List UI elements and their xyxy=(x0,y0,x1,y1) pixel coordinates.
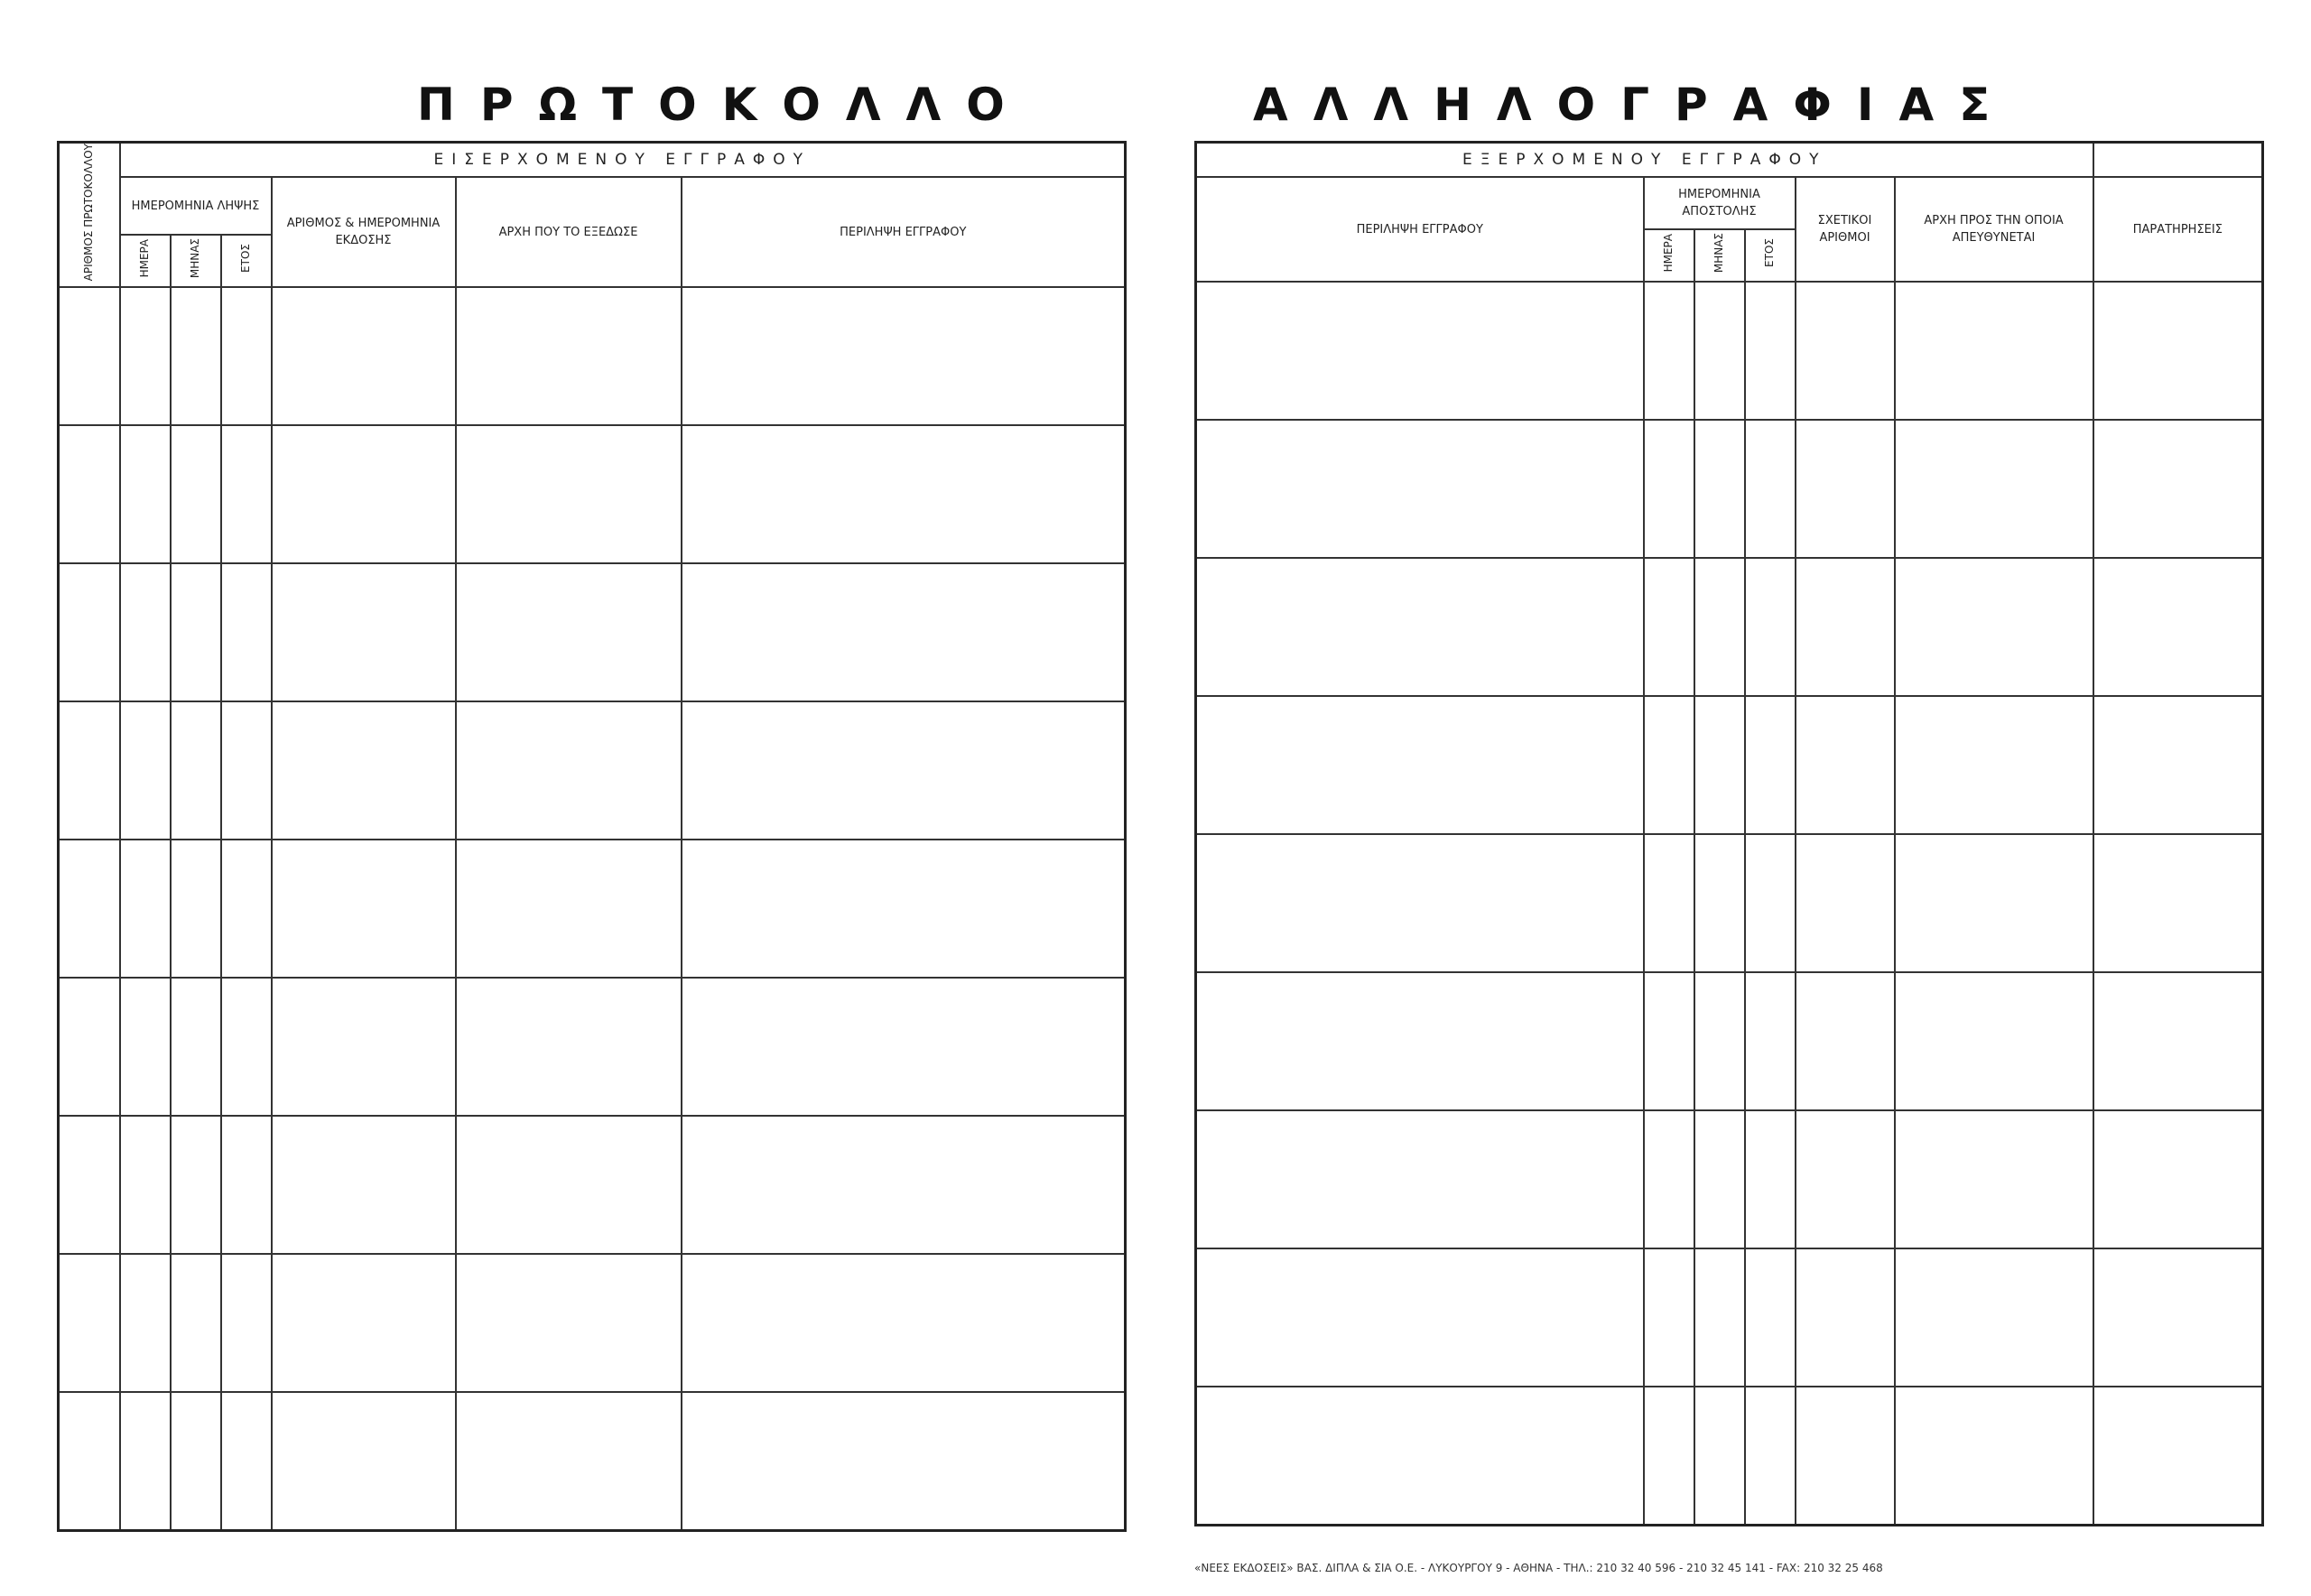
incoming-summary-header xyxy=(682,177,1126,287)
incoming-entry-cell xyxy=(59,701,120,840)
incoming-entry-cell xyxy=(456,1254,682,1392)
number-issue-date-label: ΑΡΙΘΜΟΣ & ΗΜΕΡΟΜΗΝΙΑ ΕΚΔΟΣΗΣ xyxy=(286,217,441,248)
incoming-entry-cell xyxy=(171,978,221,1116)
outgoing-entry-cell xyxy=(1196,420,1644,558)
outgoing-entry-cell xyxy=(1745,1110,1796,1248)
outgoing-group-header: ΕΞΕΡΧΟΜΕΝΟΥ ΕΓΓΡΑΦΟΥ xyxy=(1196,143,2093,178)
incoming-entry-row xyxy=(59,840,1126,978)
out-day-header xyxy=(1644,229,1694,282)
day-header xyxy=(120,235,171,287)
send-date-label: ΗΜΕΡΟΜΗΝΙΑ ΑΠΟΣΤΟΛΗΣ xyxy=(1678,188,1760,218)
incoming-entry-cell xyxy=(59,287,120,425)
out-day-label: ΗΜΕΡΑ xyxy=(1662,233,1675,273)
incoming-entry-cell xyxy=(59,1392,120,1530)
out-month-label: ΜΗΝΑΣ xyxy=(1712,232,1725,274)
incoming-ledger-table xyxy=(57,141,1127,1532)
outgoing-entry-cell xyxy=(1796,558,1895,696)
outgoing-entry-cell xyxy=(1895,696,2093,834)
incoming-entry-cell xyxy=(221,1116,272,1254)
outgoing-entry-cell xyxy=(1694,420,1745,558)
outgoing-entry-cell xyxy=(1694,1387,1745,1525)
outgoing-entry-cell xyxy=(1694,972,1745,1110)
outgoing-entry-cell xyxy=(2093,972,2263,1110)
recipient-authority-header xyxy=(1895,177,2093,282)
outgoing-entry-cell xyxy=(1694,558,1745,696)
outgoing-entry-cell xyxy=(1895,282,2093,420)
incoming-entry-cell xyxy=(272,1116,456,1254)
outgoing-entry-cell xyxy=(1796,1387,1895,1525)
outgoing-header-row-2 xyxy=(1196,177,2263,229)
incoming-entry-cell xyxy=(171,840,221,978)
outgoing-entry-cell xyxy=(1694,834,1745,972)
incoming-entry-cell xyxy=(682,840,1126,978)
remarks-label: ΠΑΡΑΤΗΡΗΣΕΙΣ xyxy=(2132,222,2223,237)
incoming-entry-cell xyxy=(59,840,120,978)
issuing-authority-header xyxy=(456,177,682,287)
outgoing-entry-row xyxy=(1196,696,2263,834)
related-numbers-label: ΣΧΕΤΙΚΟΙ ΑΡΙΘΜΟΙ xyxy=(1817,214,1872,245)
outgoing-header-row-1 xyxy=(1196,143,2263,178)
incoming-entry-cell xyxy=(59,563,120,701)
month-label: ΜΗΝΑΣ xyxy=(189,238,201,279)
incoming-entry-cell xyxy=(171,1254,221,1392)
incoming-entry-cell xyxy=(272,978,456,1116)
outgoing-entry-cell xyxy=(1895,558,2093,696)
day-label: ΗΜΕΡΑ xyxy=(138,239,151,278)
incoming-entry-cell xyxy=(682,1254,1126,1392)
incoming-entry-cell xyxy=(120,1116,171,1254)
outgoing-entry-row xyxy=(1196,558,2263,696)
outgoing-entry-cell xyxy=(1694,282,1745,420)
receipt-date-label: ΗΜΕΡΟΜΗΝΙΑ ΛΗΨΗΣ xyxy=(131,199,260,213)
outgoing-entry-cell xyxy=(2093,1110,2263,1248)
outgoing-entry-cell xyxy=(1644,1387,1694,1525)
outgoing-entry-cell xyxy=(1745,282,1796,420)
incoming-entry-row xyxy=(59,1116,1126,1254)
outgoing-entry-cell xyxy=(1694,1110,1745,1248)
outgoing-entry-cell xyxy=(1694,696,1745,834)
incoming-header-row-2 xyxy=(59,177,1126,235)
outgoing-entry-cell xyxy=(1796,972,1895,1110)
outgoing-entry-cell xyxy=(1796,1248,1895,1387)
incoming-ledger-body xyxy=(59,287,1126,1530)
incoming-entry-cell xyxy=(59,1116,120,1254)
incoming-entry-cell xyxy=(171,1392,221,1530)
outgoing-entry-cell xyxy=(1196,1387,1644,1525)
incoming-entry-cell xyxy=(272,1254,456,1392)
incoming-entry-cell xyxy=(456,701,682,840)
incoming-entry-cell xyxy=(456,978,682,1116)
outgoing-entry-cell xyxy=(1745,1387,1796,1525)
incoming-entry-row xyxy=(59,563,1126,701)
title-protocol: ΠΡΩΤΟΚΟΛΛΟ xyxy=(417,79,1030,131)
outgoing-entry-cell xyxy=(1196,972,1644,1110)
outgoing-entry-cell xyxy=(1644,696,1694,834)
month-header xyxy=(171,235,221,287)
outgoing-entry-cell xyxy=(1745,696,1796,834)
outgoing-entry-row xyxy=(1196,972,2263,1110)
outgoing-entry-cell xyxy=(1895,1110,2093,1248)
incoming-entry-cell xyxy=(682,1392,1126,1530)
send-date-header xyxy=(1644,177,1796,229)
incoming-entry-cell xyxy=(221,840,272,978)
outgoing-ledger-table xyxy=(1194,141,2264,1526)
outgoing-entry-cell xyxy=(1745,1248,1796,1387)
incoming-entry-cell xyxy=(456,1392,682,1530)
outgoing-entry-cell xyxy=(1796,696,1895,834)
outgoing-entry-cell xyxy=(2093,282,2263,420)
incoming-entry-cell xyxy=(120,563,171,701)
incoming-entry-cell xyxy=(221,563,272,701)
incoming-entry-cell xyxy=(456,840,682,978)
outgoing-entry-cell xyxy=(1745,972,1796,1110)
outgoing-entry-cell xyxy=(1196,1248,1644,1387)
outgoing-entry-cell xyxy=(1796,834,1895,972)
outgoing-entry-cell xyxy=(2093,1248,2263,1387)
outgoing-entry-cell xyxy=(1895,420,2093,558)
incoming-entry-cell xyxy=(272,840,456,978)
outgoing-entry-cell xyxy=(1745,420,1796,558)
incoming-entry-cell xyxy=(456,425,682,563)
incoming-entry-cell xyxy=(120,1254,171,1392)
recipient-authority-label: ΑΡΧΗ ΠΡΟΣ ΤΗΝ ΟΠΟΙΑ ΑΠΕΥΘΥΝΕΤΑΙ xyxy=(1924,214,2064,245)
incoming-entry-cell xyxy=(59,978,120,1116)
outgoing-entry-cell xyxy=(1895,1248,2093,1387)
outgoing-entry-cell xyxy=(2093,834,2263,972)
outgoing-entry-cell xyxy=(1644,282,1694,420)
incoming-entry-cell xyxy=(221,978,272,1116)
incoming-entry-cell xyxy=(221,701,272,840)
incoming-header-row-1 xyxy=(59,143,1126,178)
year-header xyxy=(221,235,272,287)
incoming-entry-cell xyxy=(221,1392,272,1530)
remarks-header xyxy=(2093,177,2263,282)
outgoing-entry-cell xyxy=(1196,834,1644,972)
outgoing-entry-row xyxy=(1196,1387,2263,1525)
outgoing-entry-cell xyxy=(2093,420,2263,558)
outgoing-entry-cell xyxy=(1796,1110,1895,1248)
related-numbers-header xyxy=(1796,177,1895,282)
outgoing-entry-cell xyxy=(1196,282,1644,420)
incoming-entry-row xyxy=(59,978,1126,1116)
outgoing-entry-cell xyxy=(1895,972,2093,1110)
outgoing-entry-cell xyxy=(1895,1387,2093,1525)
incoming-entry-cell xyxy=(682,1116,1126,1254)
outgoing-entry-cell xyxy=(1196,696,1644,834)
outgoing-entry-row xyxy=(1196,1110,2263,1248)
outgoing-entry-cell xyxy=(1745,834,1796,972)
incoming-entry-cell xyxy=(120,1392,171,1530)
publisher-footer: «ΝΕΕΣ ΕΚΔΟΣΕΙΣ» ΒΑΣ. ΔΙΠΛΑ & ΣΙΑ Ο.Ε. - ΛΥΚΟΥΡΓΟΥ 9 - ΑΘΗΝΑ - ΤΗΛ.: 210 32 40 596 - 210 32 45 141 - FAX: 210 32 25 468 xyxy=(1194,1562,1883,1574)
outgoing-entry-cell xyxy=(1644,972,1694,1110)
incoming-entry-cell xyxy=(456,563,682,701)
incoming-entry-row xyxy=(59,287,1126,425)
incoming-summary-label: ΠΕΡΙΛΗΨΗ ΕΓΓΡΑΦΟΥ xyxy=(840,225,967,239)
outgoing-entry-cell xyxy=(2093,696,2263,834)
incoming-entry-cell xyxy=(272,1392,456,1530)
outgoing-summary-label: ΠΕΡΙΛΗΨΗ ΕΓΓΡΑΦΟΥ xyxy=(1356,222,1483,237)
incoming-entry-cell xyxy=(456,1116,682,1254)
protocol-number-header xyxy=(59,143,120,288)
incoming-entry-cell xyxy=(272,425,456,563)
outgoing-entry-cell xyxy=(1196,558,1644,696)
incoming-entry-cell xyxy=(120,701,171,840)
outgoing-entry-cell xyxy=(2093,1387,2263,1525)
outgoing-ledger-body xyxy=(1196,282,2263,1525)
outgoing-entry-row xyxy=(1196,1248,2263,1387)
incoming-entry-cell xyxy=(221,287,272,425)
outgoing-entry-cell xyxy=(1745,558,1796,696)
outgoing-entry-cell xyxy=(2093,558,2263,696)
incoming-entry-row xyxy=(59,701,1126,840)
incoming-entry-cell xyxy=(272,287,456,425)
protocol-number-label: ΑΡΙΘΜΟΣ ΠΡΩΤΟΚΟΛΛΟΥ xyxy=(82,144,96,282)
incoming-entry-cell xyxy=(682,425,1126,563)
receipt-date-header xyxy=(120,177,272,235)
incoming-entry-cell xyxy=(171,425,221,563)
outgoing-entry-cell xyxy=(1644,420,1694,558)
incoming-entry-cell xyxy=(272,701,456,840)
incoming-entry-row xyxy=(59,425,1126,563)
year-label: ΕΤΟΣ xyxy=(239,244,252,274)
incoming-entry-cell xyxy=(171,563,221,701)
outgoing-summary-header xyxy=(1196,177,1644,282)
outgoing-entry-row xyxy=(1196,834,2263,972)
outgoing-entry-row xyxy=(1196,282,2263,420)
outgoing-entry-cell xyxy=(1895,834,2093,972)
incoming-entry-cell xyxy=(59,1254,120,1392)
incoming-entry-cell xyxy=(120,425,171,563)
incoming-entry-cell xyxy=(171,287,221,425)
incoming-entry-cell xyxy=(272,563,456,701)
out-month-header xyxy=(1694,229,1745,282)
incoming-entry-cell xyxy=(59,425,120,563)
out-year-header xyxy=(1745,229,1796,282)
incoming-entry-cell xyxy=(682,563,1126,701)
outgoing-blank-header xyxy=(2093,143,2263,178)
outgoing-entry-cell xyxy=(1796,420,1895,558)
outgoing-entry-cell xyxy=(1644,834,1694,972)
outgoing-entry-cell xyxy=(1644,1248,1694,1387)
incoming-entry-cell xyxy=(120,840,171,978)
incoming-entry-cell xyxy=(171,1116,221,1254)
title-correspondence: ΑΛΛΗΛΟΓΡΑΦΙΑΣ xyxy=(1253,79,2016,131)
incoming-entry-cell xyxy=(120,287,171,425)
incoming-entry-cell xyxy=(120,978,171,1116)
incoming-entry-cell xyxy=(221,425,272,563)
outgoing-entry-cell xyxy=(1196,1110,1644,1248)
outgoing-entry-cell xyxy=(1796,282,1895,420)
incoming-entry-cell xyxy=(682,287,1126,425)
outgoing-entry-cell xyxy=(1644,1110,1694,1248)
issuing-authority-label: ΑΡΧΗ ΠΟΥ ΤΟ ΕΞΕΔΩΣΕ xyxy=(498,225,638,239)
incoming-entry-cell xyxy=(682,701,1126,840)
incoming-group-header: ΕΙΣΕΡΧΟΜΕΝΟΥ ΕΓΓΡΑΦΟΥ xyxy=(120,143,1126,178)
outgoing-entry-row xyxy=(1196,420,2263,558)
incoming-entry-cell xyxy=(221,1254,272,1392)
incoming-entry-cell xyxy=(456,287,682,425)
incoming-entry-row xyxy=(59,1254,1126,1392)
out-year-label: ΕΤΟΣ xyxy=(1763,238,1776,267)
incoming-entry-row xyxy=(59,1392,1126,1530)
outgoing-entry-cell xyxy=(1644,558,1694,696)
incoming-entry-cell xyxy=(171,701,221,840)
outgoing-entry-cell xyxy=(1694,1248,1745,1387)
incoming-entry-cell xyxy=(682,978,1126,1116)
number-issue-date-header xyxy=(272,177,456,287)
